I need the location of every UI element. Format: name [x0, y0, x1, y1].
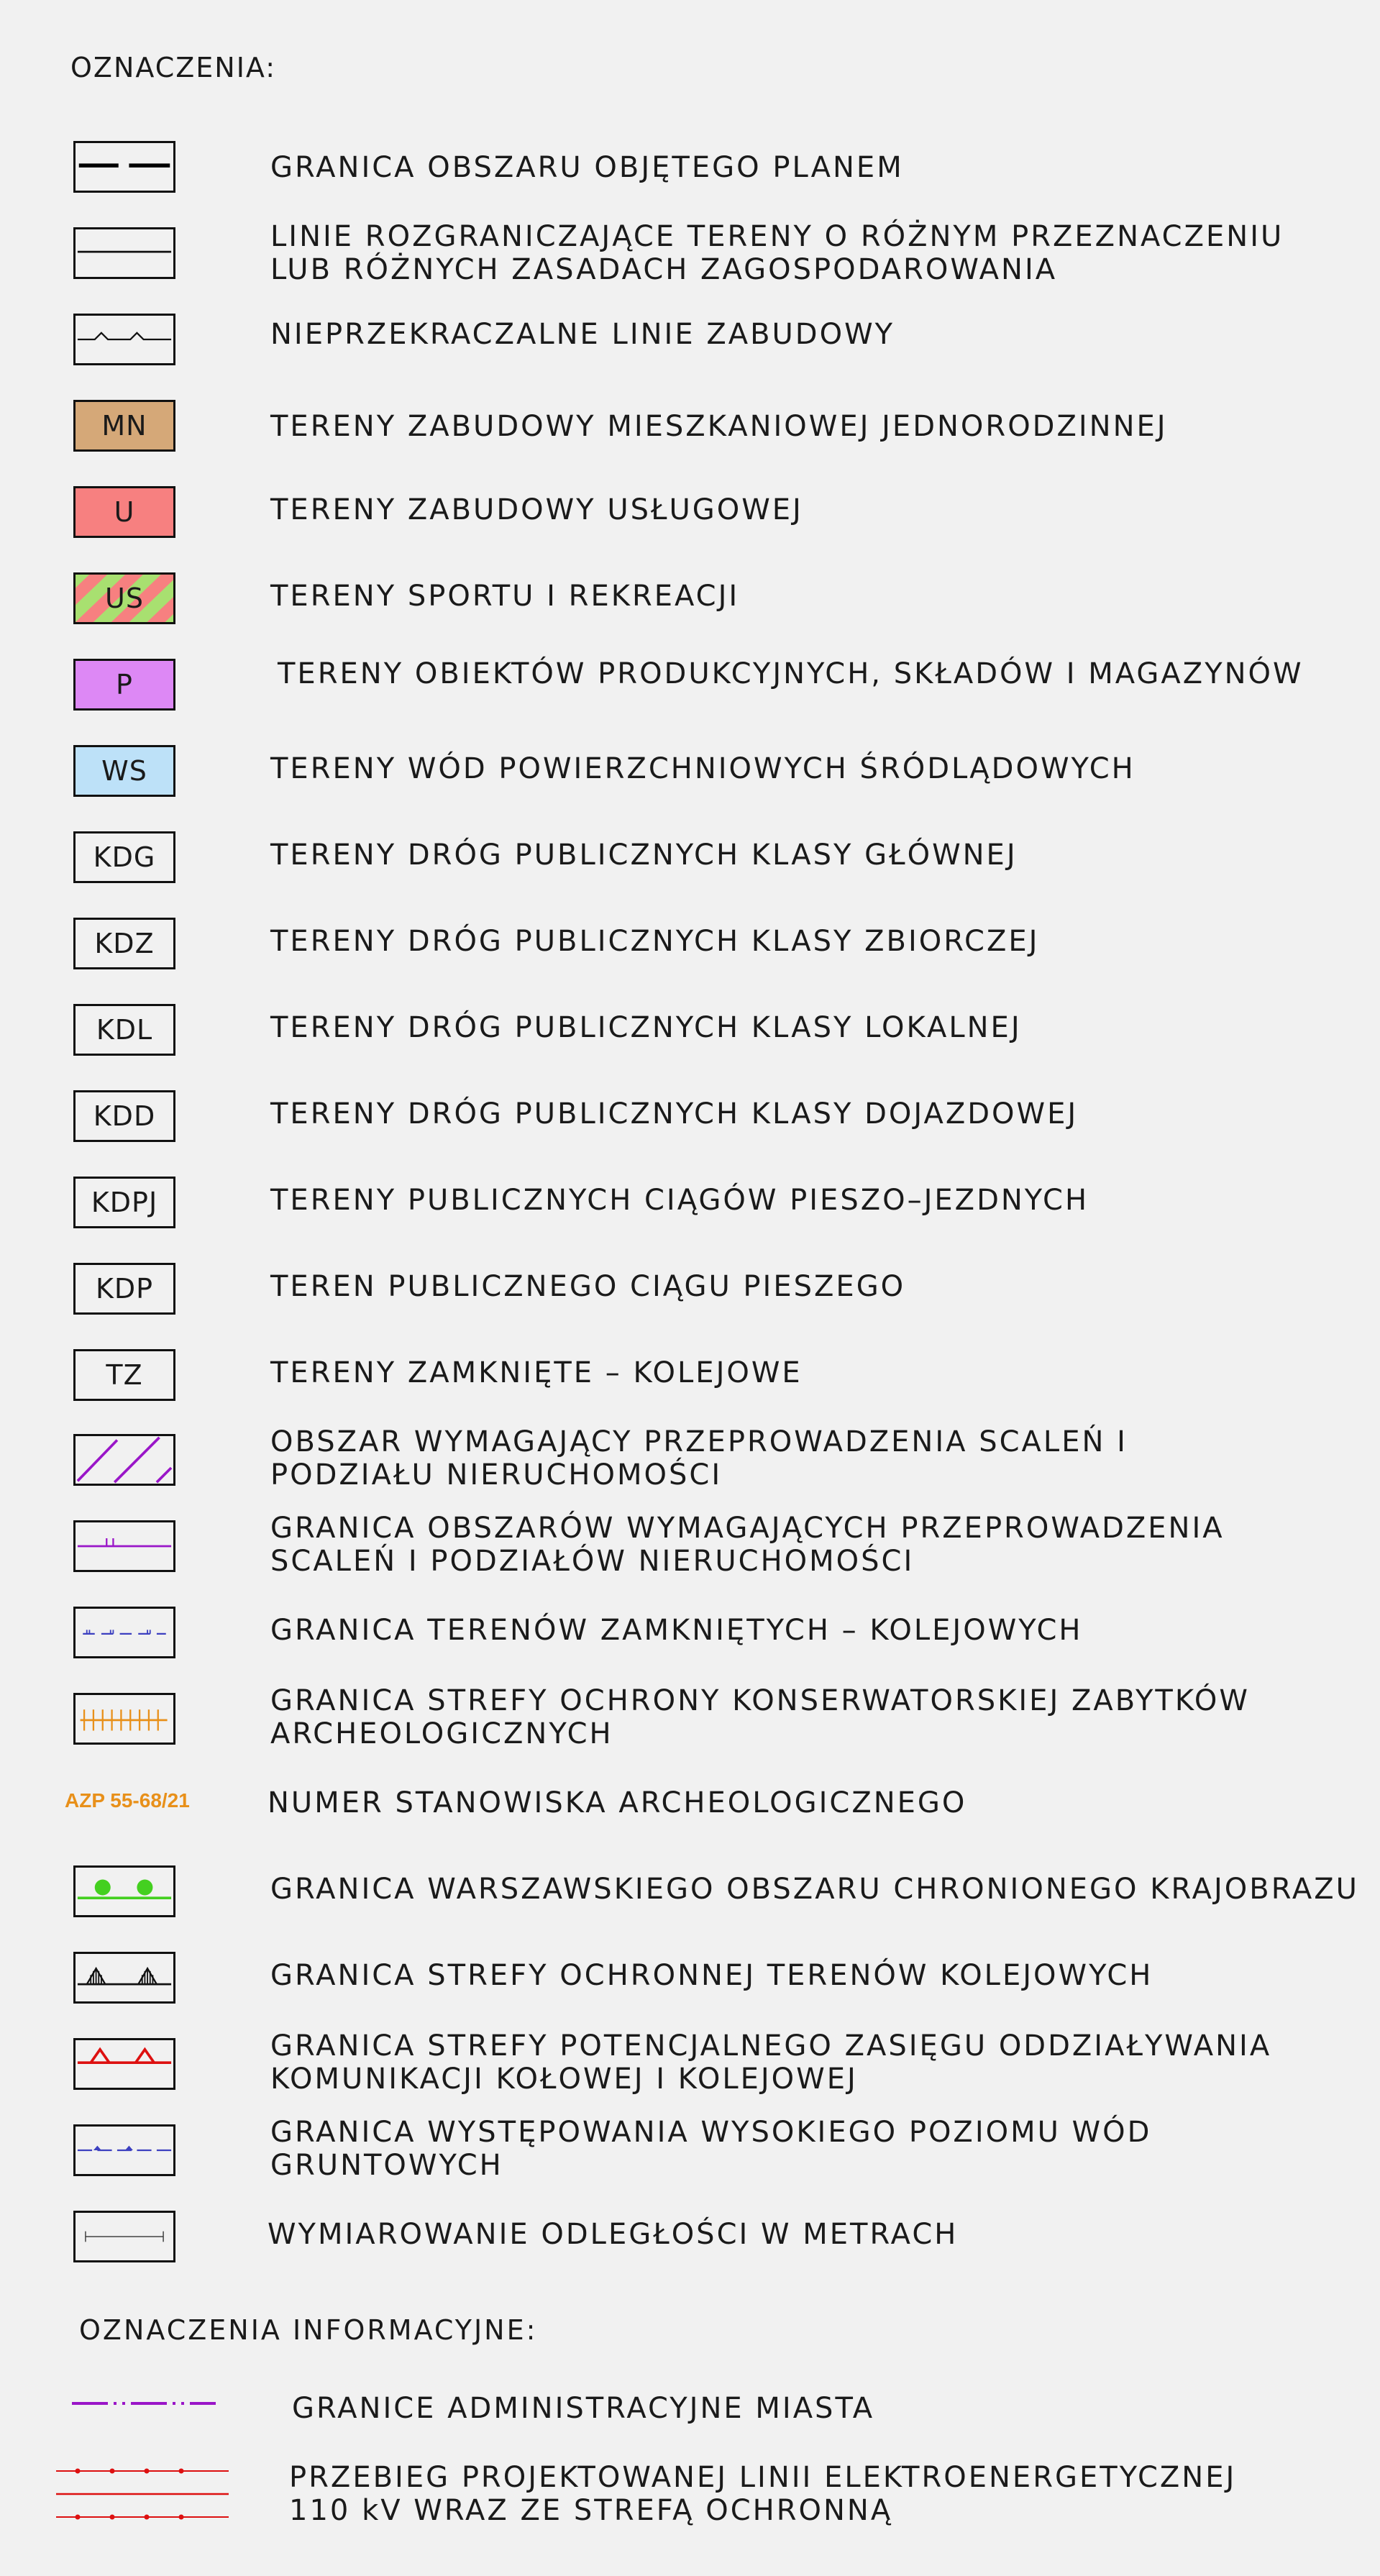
legend-label: TERENY ZABUDOWY MIESZKANIOWEJ JEDNORODZINNEJ — [270, 410, 1168, 443]
legend-label: TERENY DRÓG PUBLICZNYCH KLASY ZBIORCZEJ — [270, 925, 1040, 958]
mn-swatch: MN — [73, 400, 175, 452]
tz-swatch: TZ — [73, 1349, 175, 1401]
legend-label: TERENY DRÓG PUBLICZNYCH KLASY GŁÓWNEJ — [270, 839, 1018, 872]
dimensioning-symbol — [73, 2211, 175, 2262]
consolidation-boundary-line — [73, 1520, 175, 1572]
legend-label: NUMER STANOWISKA ARCHEOLOGICZNEGO — [268, 1786, 967, 1819]
legend-label: GRANICA OBSZARÓW WYMAGAJĄCYCH PRZEPROWADZENIA SCALEŃ I PODZIAŁÓW NIERUCHOMOŚCI — [270, 1512, 1225, 1578]
traffic-impact-line — [73, 2038, 175, 2090]
legend-label: GRANICA STREFY OCHRONNEJ TERENÓW KOLEJOWYCH — [270, 1959, 1153, 1992]
legend-label: GRANICA OBSZARU OBJĘTEGO PLANEM — [270, 151, 904, 184]
us-swatch: US — [73, 572, 175, 624]
groundwater-line — [73, 2124, 175, 2176]
ws-swatch: WS — [73, 745, 175, 797]
legend-label: TEREN PUBLICZNEGO CIĄGU PIESZEGO — [270, 1270, 906, 1303]
plan-boundary-symbol — [73, 141, 175, 193]
legend-label: GRANICE ADMINISTRACYJNE MIASTA — [292, 2392, 875, 2425]
legend-label: TERENY SPORTU I REKREACJI — [270, 580, 740, 613]
legend-label: GRANICA WARSZAWSKIEGO OBSZARU CHRONIONEGO KRAJOBRAZU — [270, 1873, 1359, 1906]
closed-areas-boundary-line — [73, 1607, 175, 1658]
legend-label: TERENY DRÓG PUBLICZNYCH KLASY LOKALNEJ — [270, 1011, 1022, 1044]
legend-label: PRZEBIEG PROJEKTOWANEJ LINII ELEKTROENERGETYCZNEJ 110 kV WRAZ ZE STREFĄ OCHRONNĄ — [289, 2461, 1237, 2527]
legend-label: NIEPRZEKRACZALNE LINIE ZABUDOWY — [270, 318, 895, 351]
building-lines-symbol — [73, 314, 175, 365]
protected-landscape-line — [73, 1865, 175, 1917]
legend-label: TERENY DRÓG PUBLICZNYCH KLASY DOJAZDOWEJ — [270, 1097, 1079, 1131]
kdg-swatch: KDG — [73, 831, 175, 883]
legend-label: TERENY ZABUDOWY USŁUGOWEJ — [270, 493, 803, 526]
kdl-swatch: KDL — [73, 1004, 175, 1056]
legend-label: GRANICA STREFY POTENCJALNEGO ZASIĘGU ODDZIAŁYWANIA KOMUNIKACJI KOŁOWEJ I KOLEJOWEJ — [270, 2029, 1272, 2096]
kdd-swatch: KDD — [73, 1090, 175, 1142]
legend-label: TERENY ZAMKNIĘTE – KOLEJOWE — [270, 1356, 803, 1389]
kdpj-swatch: KDPJ — [73, 1177, 175, 1228]
legend-label: LINIE ROZGRANICZAJĄCE TERENY O RÓŻNYM PRZEZNACZENIU LUB RÓŻNYCH ZASADACH ZAGOSPODAROWANIA — [270, 220, 1284, 286]
legend-label: TERENY PUBLICZNYCH CIĄGÓW PIESZO–JEZDNYCH — [270, 1184, 1089, 1217]
legend-label: OBSZAR WYMAGAJĄCY PRZEPROWADZENIA SCALEŃ I PODZIAŁU NIERUCHOMOŚCI — [270, 1425, 1128, 1492]
dividing-lines-symbol — [73, 227, 175, 279]
legend-label: TERENY OBIEKTÓW PRODUKCYJNYCH, SKŁADÓW I MAGAZYNÓW — [278, 657, 1304, 690]
p-swatch: P — [73, 659, 175, 711]
azp-code: AZP 55-68/21 — [65, 1789, 190, 1812]
legend-label: GRANICA TERENÓW ZAMKNIĘTYCH – KOLEJOWYCH — [270, 1614, 1083, 1647]
power-line-symbol — [56, 2465, 232, 2524]
railway-zone-line — [73, 1952, 175, 2004]
kdz-swatch: KDZ — [73, 918, 175, 969]
consolidation-area-hatch — [73, 1434, 175, 1486]
archaeological-zone-line — [73, 1693, 175, 1745]
info-legend-heading: OZNACZENIA INFORMACYJNE: — [79, 2314, 538, 2346]
legend-label: TERENY WÓD POWIERZCHNIOWYCH ŚRÓDLĄDOWYCH — [270, 752, 1135, 785]
admin-boundary-line — [56, 2393, 232, 2415]
legend-heading: OZNACZENIA: — [70, 52, 277, 83]
u-swatch: U — [73, 486, 175, 538]
legend-label: GRANICA STREFY OCHRONY KONSERWATORSKIEJ ZABYTKÓW ARCHEOLOGICZNYCH — [270, 1684, 1250, 1750]
legend-label: WYMIAROWANIE ODLEGŁOŚCI W METRACH — [268, 2218, 959, 2251]
legend-label: GRANICA WYSTĘPOWANIA WYSOKIEGO POZIOMU WÓD GRUNTOWYCH — [270, 2116, 1152, 2182]
kdp-swatch: KDP — [73, 1263, 175, 1315]
